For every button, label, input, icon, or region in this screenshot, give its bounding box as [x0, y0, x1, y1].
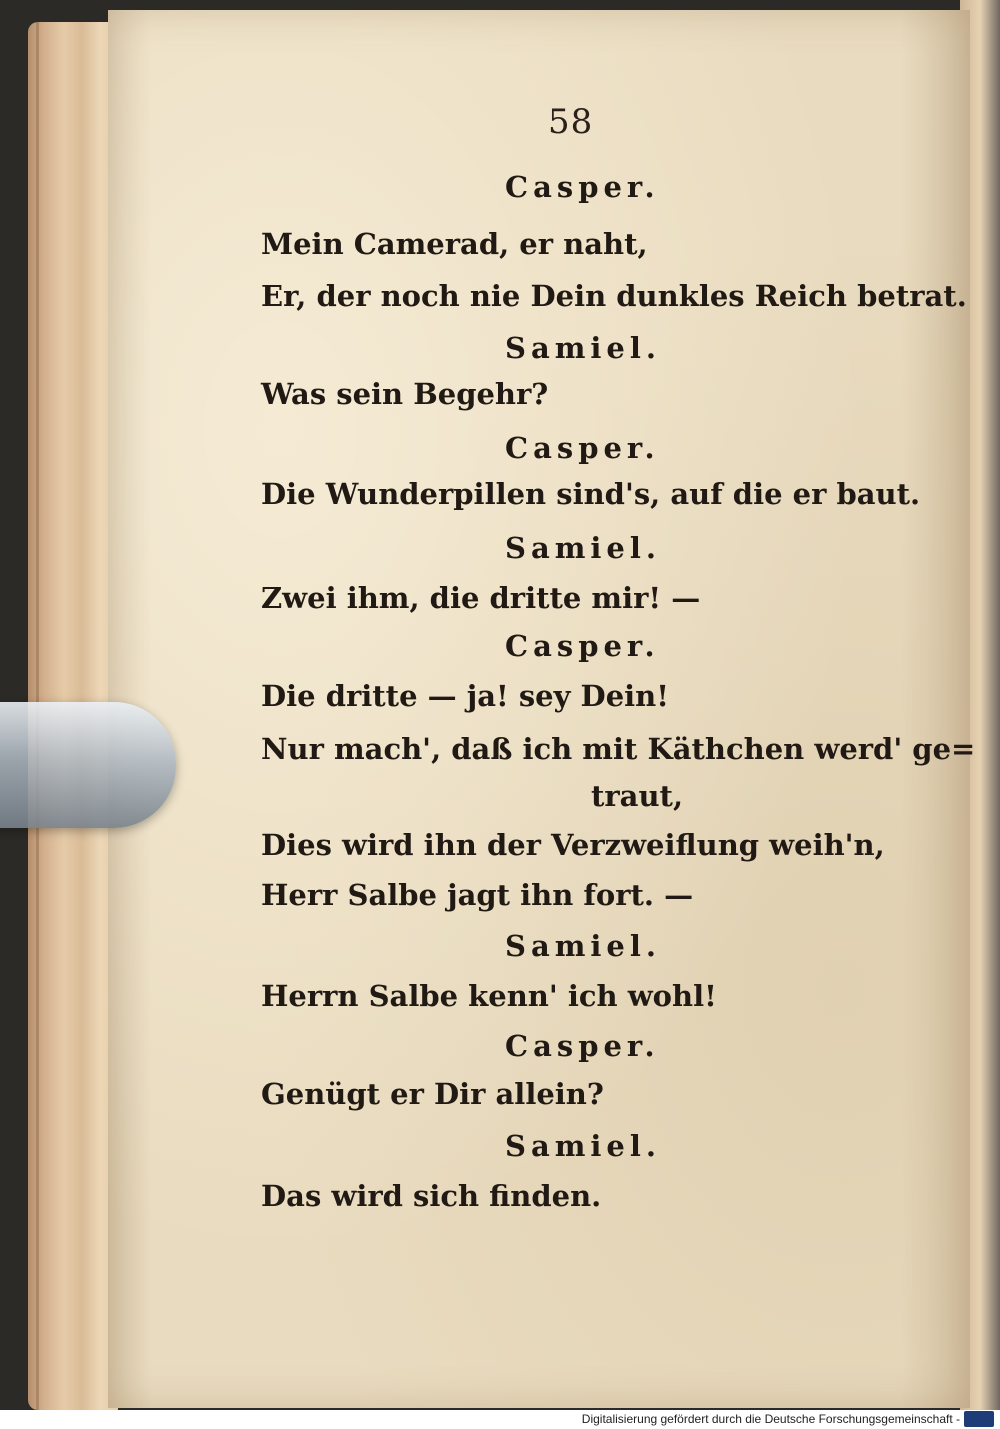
speaker-samiel: Samiel.: [505, 1129, 661, 1163]
speaker-samiel: Samiel.: [505, 929, 661, 963]
book-page: [108, 10, 976, 1408]
speaker-samiel: Samiel.: [505, 331, 661, 365]
verse-line: Nur mach', daß ich mit Käthchen werd' ge=: [261, 732, 976, 766]
verse-line: Dies wird ihn der Verzweiflung weih'n,: [261, 828, 885, 862]
verse-line: Genügt er Dir allein?: [261, 1077, 604, 1111]
dfg-logo: [964, 1411, 994, 1427]
verse-line-continuation: traut,: [591, 779, 684, 813]
verse-line: Die dritte — ja! sey Dein!: [261, 679, 669, 713]
speaker-samiel: Samiel.: [505, 531, 661, 565]
verse-line: Herrn Salbe kenn' ich wohl!: [261, 979, 717, 1013]
digitization-credit: Digitalisierung gefördert durch die Deutsche Forschungsgemeinschaft -: [581, 1412, 960, 1426]
verse-line: Mein Camerad, er naht,: [261, 227, 648, 261]
speaker-casper: Casper.: [505, 629, 660, 663]
speaker-casper: Casper.: [505, 1029, 660, 1063]
page-number: 58: [548, 102, 594, 142]
verse-line: Herr Salbe jagt ihn fort. —: [261, 878, 694, 912]
verse-line: Zwei ihm, die dritte mir! —: [261, 581, 701, 615]
verse-line: Er, der noch nie Dein dunkles Reich betrat.: [261, 279, 967, 313]
speaker-casper: Casper.: [505, 170, 660, 204]
speaker-casper: Casper.: [505, 431, 660, 465]
verse-line: Die Wunderpillen sind's, auf die er baut.: [261, 477, 921, 511]
page-holder-clip: [0, 702, 176, 828]
verse-line: Was sein Begehr?: [261, 377, 549, 411]
verse-line: Das wird sich finden.: [261, 1179, 602, 1213]
